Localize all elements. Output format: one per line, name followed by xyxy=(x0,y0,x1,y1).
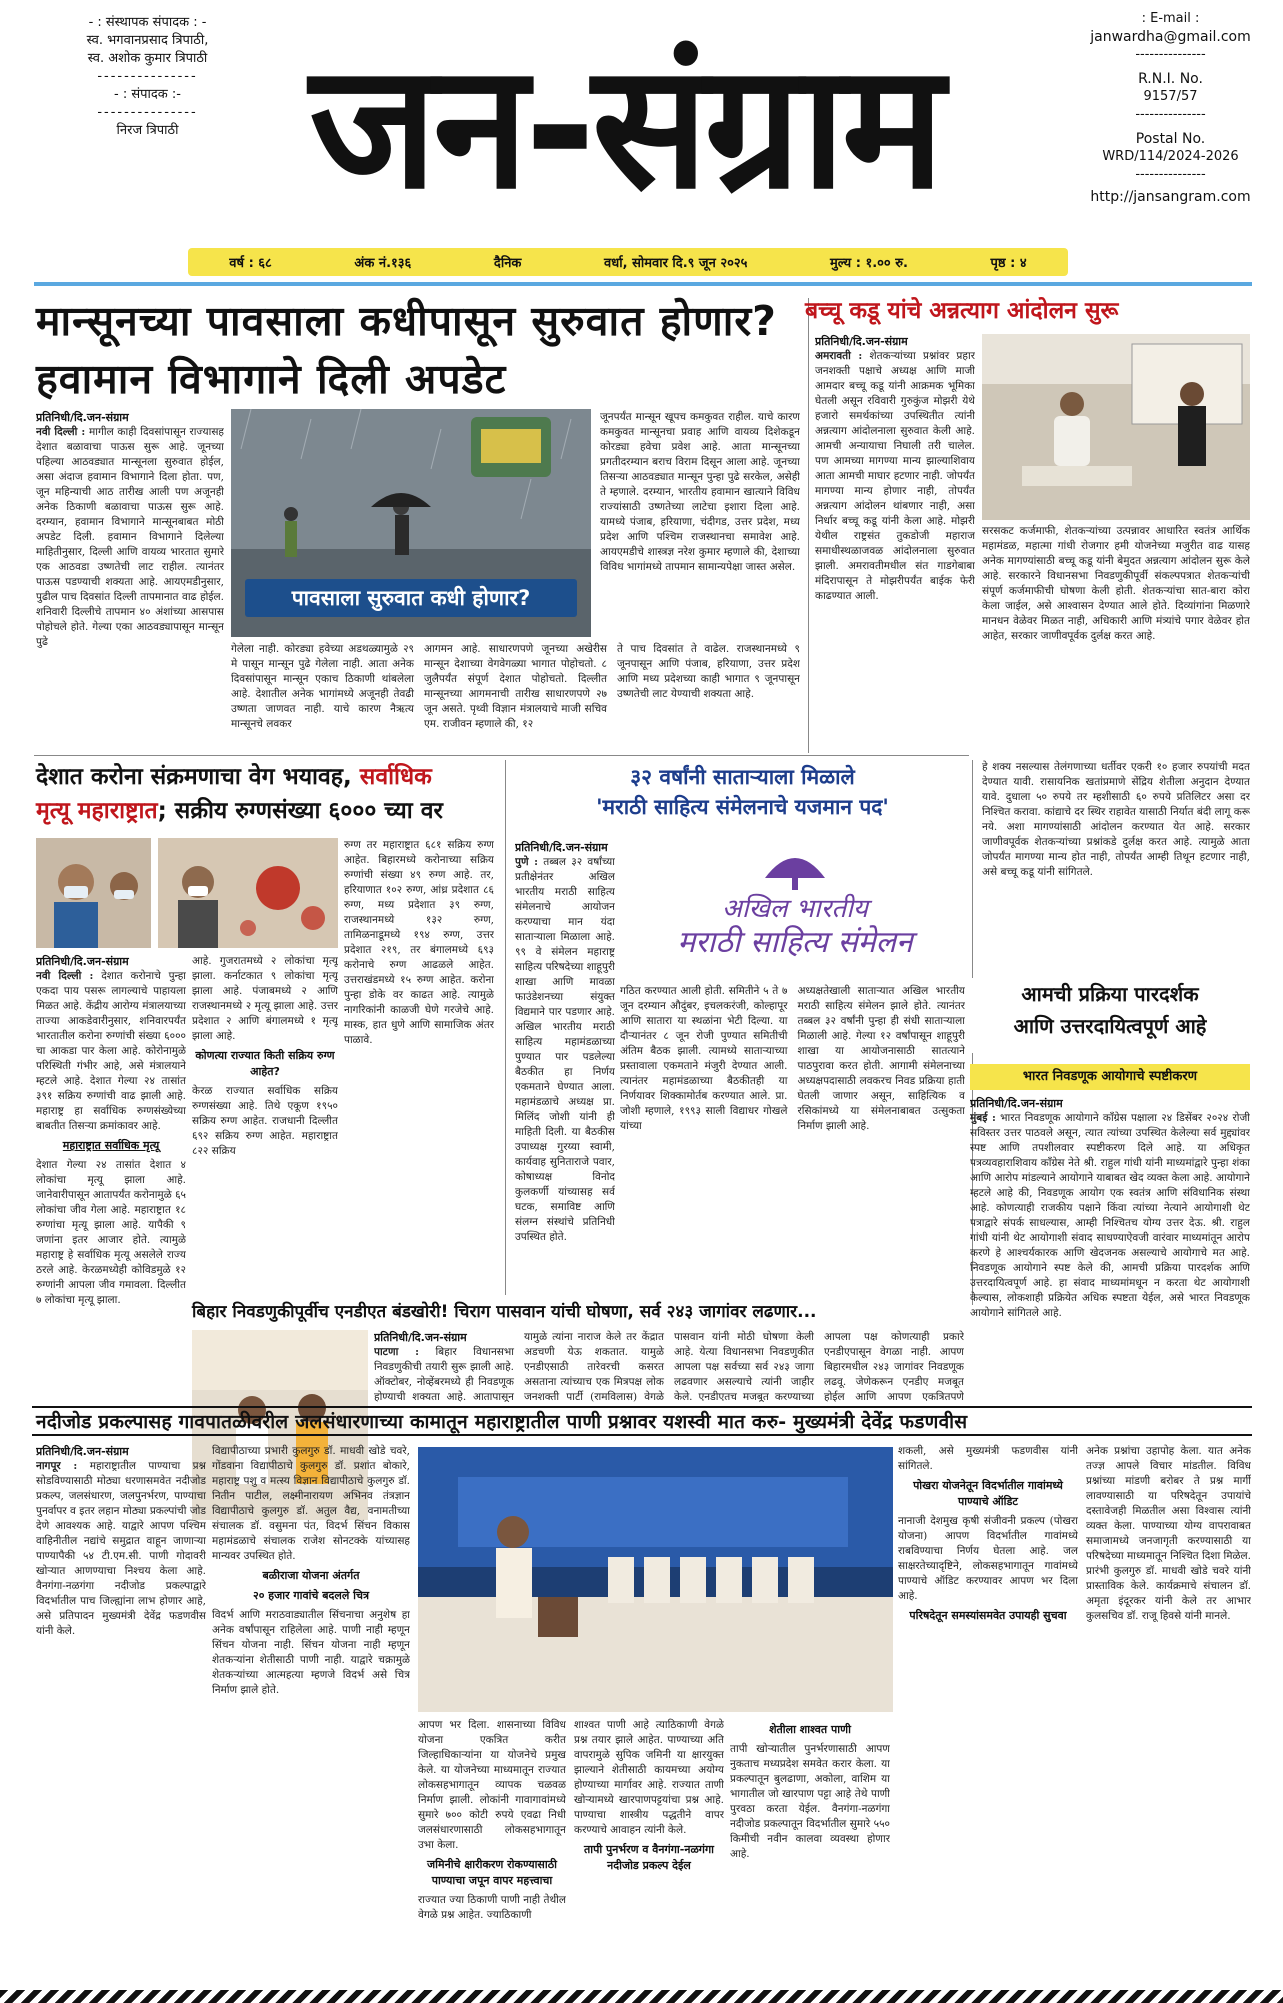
column-rule xyxy=(808,298,809,753)
logo-line-1: अखिल भारतीय xyxy=(721,894,869,924)
subheading: कोणत्या राज्यात किती सक्रिय रुग्ण आहेत? xyxy=(195,1049,335,1078)
website-link[interactable]: http://jansangram.com xyxy=(1090,189,1251,205)
article-text: आगमन आहे. साधारणपणे जूनच्या अखेरीस मान्सून देशाच्या वेगवेगळ्या भागात पोहोचतो. ८ जुलैपर्यंत संपूर्ण देशात पोहोचतो. दिल्लीत मान्सूनच्या आगमनाची तारीख साधारणपणे २७ जून असते. पृथ्वी विज्ञान मंत्रालयाचे माजी सचिव एम. राजीवन म्हणाले की, १२ xyxy=(424,643,607,730)
story-sahitya-headline xyxy=(515,762,970,822)
issue-date: वर्धा, सोमवार दि.९ जून २०२५ xyxy=(604,256,748,271)
editor-label: - : संपादक :- xyxy=(114,87,181,102)
article-text: शाश्वत पाणी आहे त्याठिकाणी वेगळे प्रश्न तयार झाले आहेत. पाण्याच्या अति वापरामुळे सुपिक जमिनी या क्षारयुक्त झाल्याने शेतीसाठी कायमच्या अयोग्य होण्याच्या मार्गावर आहे. राज्यात ताणी खोऱ्यामध्ये खारपाणपट्टयांचा प्रश्न आहे. पाण्याचा शास्त्रीय पद्धतीने वापर करण्याचे आवाहन त्यांनी केले. xyxy=(574,1719,724,1836)
price: मुल्य : १.०० रु. xyxy=(829,256,908,271)
headline-line-1: आमची प्रक्रिया पारदर्शक xyxy=(1021,982,1199,1006)
headline-highlight: मृत्यू महाराष्ट्रात xyxy=(36,798,158,824)
subheading: जमिनीचे क्षारीकरण रोकण्यासाठी पाण्याचा जपून वापर महत्त्वाचा xyxy=(427,1858,557,1887)
divider-dashes-2: --------------- xyxy=(97,105,198,120)
divider-dashes-5: --------------- xyxy=(1135,167,1206,182)
story-water-col7 xyxy=(1086,1444,1251,1984)
story-water-col6 xyxy=(898,1444,1078,1984)
masked-people-photo xyxy=(36,838,151,948)
article-text: तापी खोऱ्यातील पुनर्भरणासाठी आपण नुकताच मध्यप्रदेश समवेत करार केला. या प्रकल्पातून बुलढाणा, अकोला, वाशिम या भागातील जो खारपाण पट्टा आहे तेथे पाणी पुरवठा करता येईल. वैनगंगा-नळगंगा नदीजोड प्रकल्पातून विदर्भातील सुमारे ५५० किमीची नवीन कालवा व्यवस्था होणार आहे. xyxy=(730,1743,890,1860)
email-address[interactable]: janwardha@gmail.com xyxy=(1090,29,1251,45)
article-text: मागील काही दिवसांपासून राज्यासह देशात बळावाचा पाऊस सुरू आहे. जूनच्या पहिल्या आठवड्यात मान्सूनला सुरुवात होईल, असा अंदाज हवामान विभागाने दिला होता. पण, जून महिन्याची आठ तारीख आली पण अजूनही अनेक ठिकाणी बळावाचा पाऊस सुरू आहे. दरम्यान, हवामान विभागाने मान्सूनबाबत मोठी अपडेट दिली. हवामान विभागाने दिलेल्या माहितीनुसार, दिल्ली आणि वायव्य भारतात सुमारे एक आठवडा उष्णतेची लाट राहील. त्यानंतर पाऊस पडण्याची शक्यता आहे. आयएमडीनुसार, पुढील पाच दिवसांत दिल्ली तापमानात वाढ होईल. शनिवारी दिल्लीचे तापमान ४० अंशांच्या आसपास पोहोचले होते. गेल्या एका आठवड्यापासून मान्सून पुढे xyxy=(36,426,224,648)
story-bacchu-kadu-col1 xyxy=(815,334,975,754)
masthead xyxy=(0,0,1283,250)
article-text: आपण भर दिला. शासनाच्या विविध योजना एकत्रित करीत जिल्हाधिकाऱ्यांना या योजनेचे प्रमुख केले. या योजनेच्या माध्यमातून राज्यात लोकसहभागातून व्यापक चळवळ निर्माण झाली. लोकांनी गावागावांमध्ये सुमारे ७०० कोटी रुपये एवढा निधी जलसंधारणासाठी लोकसहभागातून उभा केला. xyxy=(418,1719,566,1851)
article-text: जूनपर्यंत मान्सून खूपच कमकुवत राहील. याचे कारण कमकुवत मान्सूनचा प्रवाह आणि वायव्य दिशेकडून कोरड्या हवेचा प्रवेश आहे. आता मान्सूनच्या प्रगतीदरम्यान बराच विराम दिसून आला आहे. जूनच्या तिसऱ्या आठवड्यात मान्सून पुन्हा पुढे सरकेल, असेही ते म्हणाले. दरम्यान, भारतीय हवामान खात्याने विविध राज्यांसाठी उष्णतेच्या लाटेचा इशारा दिला आहे. यामध्ये पंजाब, हरियाणा, चंदीगड, उत्तर प्रदेश, मध्य प्रदेश आणि पश्चिम राजस्थानचा समावेश आहे. आयएमडीचे शास्त्रज्ञ नरेश कुमार म्हणाले की, देशाच्या विविध भागांमध्ये तापमान सामान्यपेक्षा जास्त असेल. xyxy=(600,411,800,573)
headline-line-2: 'मराठी साहित्य संमेलनाचे यजमान पद' xyxy=(596,795,889,819)
section-rule xyxy=(34,755,969,756)
volume-year: वर्ष : ६८ xyxy=(229,256,272,271)
story-water-col2 xyxy=(212,1444,410,1984)
story-bacchu-kadu-col3 xyxy=(982,760,1250,970)
subheading: महाराष्ट्रात सर्वाधिक मृत्यू xyxy=(62,1139,160,1152)
founder-2: स्व. अशोक कुमार त्रिपाठी xyxy=(87,51,208,66)
divider-dashes-4: --------------- xyxy=(1135,107,1206,122)
story-ec-body xyxy=(970,1096,1250,1400)
story-bacchu-kadu-col2 xyxy=(982,524,1250,754)
dateline-place: नवी दिल्ली : xyxy=(36,426,86,438)
subheading: पोखरा योजनेतून विदर्भातील गावांमध्ये पाण्याचे ऑडिट xyxy=(913,1479,1063,1508)
story-corona-col2 xyxy=(192,954,338,1294)
headline-part: देशात करोना संक्रमणाचा वेग भयावह, xyxy=(36,764,360,790)
masked-people-illustration xyxy=(36,838,151,948)
editor-name: निरज त्रिपाठी xyxy=(116,123,179,138)
rni-number: 9157/57 xyxy=(1143,89,1198,104)
headline-part: ; सक्रीय रुग्णसंख्या ६००० च्या वर xyxy=(157,798,443,824)
article-text: देशात गेल्या २४ तासांत देशात ४ लोकांचा मृत्यू झाला आहे. जानेवारीपासून आतापर्यंत करोनामुळे ६५ लोकांचा जीव गेला आहे. महाराष्ट्रात १८ रुग्णांचा मृत्यू झाला आहे. यापैकी ९ जणांना इतर आजार होते. त्यामुळे महाराष्ट्र हे सर्वाधिक मृत्यू असलेले राज्य ठरले आहे. केरळमध्येही कोविडमुळे १२ रुग्णांनी आपला जीव गमावला. दिल्लीत ७ लोकांचा मृत्यू झाला. xyxy=(36,1159,186,1306)
column-rule xyxy=(505,760,506,1295)
masthead-rule xyxy=(34,282,1252,286)
story-water-col3 xyxy=(418,1718,566,1984)
postal-number: WRD/114/2024-2026 xyxy=(1102,149,1239,164)
story-monsoon-col1 xyxy=(36,410,224,750)
founder-1: स्व. भगवानप्रसाद त्रिपाठी, xyxy=(86,33,209,48)
story-sahitya-lower-cols xyxy=(620,984,965,1294)
monsoon-rain-photo xyxy=(231,409,591,637)
story-ec-headline xyxy=(970,978,1250,1042)
article-text: भारत निवडणूक आयोगाने काँग्रेस पक्षाला २४ डिसेंबर २०२४ रोजी सविस्तर उत्तर पाठवले असून, त्यात त्यांच्या उपस्थित केलेल्या सर्व मुद्द्यांवर स्पष्ट आणि तपशीलवार स्पष्टीकरण दिले आहे. या अधिकृत पत्रव्यवहाराशिवाय काँग्रेस नेते श्री. राहुल गांधी यांनी माध्यमांद्वारे पुन्हा शंका आणि आरोप मांडल्याने आयोगाने याबाबत खेद व्यक्त केला आहे. आयोगाने म्हटले आहे की, निवडणूक आयोग एक स्वतंत्र आणि संविधानिक संस्था आहे. कोणत्याही राजकीय पक्षाने किंवा त्यांच्या नेत्याने आयोगाशी थेट पत्राद्वारे संपर्क साधल्यास, आम्ही निश्चितच योग्य उत्तर देऊ. श्री. राहुल गांधी यांनी थेट आयोगाशी संवाद साधण्याऐवजी वारंवार माध्यमांतून आरोप करणे हे आश्चर्यकारक आणि खेदजनक असल्याचे आयोगाचे मत आहे. निवडणूक आयोगाने स्पष्ट केले की, आमची प्रक्रिया पारदर्शक आणि उत्तरदायित्वपूर्ण आहे. हा संवाद माध्यमांमधून न करता थेट आयोगाशी केल्यास, लोकशाही प्रक्रियेत अधिक स्पष्टता येईल, असे भारत निवडणूक आयोगाने सांगितले आहे. xyxy=(970,1112,1250,1319)
story-ec-subhead: भारत निवडणूक आयोगाचे स्पष्टीकरण xyxy=(970,1064,1250,1090)
dateline-place: पुणे : xyxy=(515,856,538,868)
story-sahitya-col1 xyxy=(515,840,615,1300)
photo-caption-banner: पावसाला सुरुवात कधी होणार? xyxy=(245,579,577,617)
subheading: शेतीला शाश्वत पाणी xyxy=(769,1723,851,1736)
subheading: परिषदेतून समस्यांसमवेत उपायही सुचवा xyxy=(909,1609,1067,1622)
article-text: राज्यात ज्या ठिकाणी पाणी नाही तेथील वेगळे प्रश्न आहेत. ज्याठिकाणी xyxy=(418,1894,566,1921)
article-text: आपला पक्ष कोणत्याही प्रकारे एनडीएपासून वेगळा नाही. आपण बिहारमधील २४३ जागांवर निवडणूक लढवू. जेणेकरून एनडीए मजबूत होईल आणि आपण एकत्रितपणे xyxy=(824,1331,964,1402)
story-monsoon-lower-cols xyxy=(231,642,800,750)
byline: प्रतिनिधी/दि.जन-संग्राम xyxy=(36,1445,129,1458)
story-corona-headline xyxy=(36,760,506,828)
founders-block xyxy=(40,14,255,140)
story-corona-col3 xyxy=(344,838,494,1294)
story-water-col5 xyxy=(730,1718,890,1984)
dateline-bar xyxy=(188,248,1068,276)
article-text: हे शक्य नसल्यास तेलंगणाच्या धर्तीवर एकरी १० हजार रुपयांची मदत देण्यात यावी. रासायनिक खतांप्रमाणे सेंद्रिय शेतीला अनुदान देण्यात यावे. दुधाला ५० रुपये तर म्हशीसाठी ६० रुपये प्रतिलिटर असा दर निश्चित करावा. कांद्याचे दर स्थिर राहावेत यासाठी निर्यात बंदी लागू करू नये. अशा मागण्यांसाठी आंदोलन करण्यात येत आहे. सरकार जाणीवपूर्वक शेतकऱ्यांच्या प्रश्नांकडे दुर्लक्ष करत आहे. त्यामुळे आता जोपर्यंत मागण्या मान्य होत नाही, तोपर्यंत आम्ही तिथून हटणार नाही, असे बच्चू कडू यांनी सांगितले. xyxy=(982,761,1250,878)
subheading: २० हजार गावांचे बदलले चित्र xyxy=(252,1589,370,1602)
headline-line-2: आणि उत्तरदायित्वपूर्ण आहे xyxy=(1013,1014,1207,1038)
fadnavis-stage-photo xyxy=(418,1447,893,1712)
headline-line-1: ३२ वर्षांनी साताऱ्याला मिळाले xyxy=(630,765,855,789)
divider-dashes-3: --------------- xyxy=(1135,47,1206,62)
protest-photo xyxy=(982,334,1250,520)
logo-line-2: मराठी साहित्य संमेलन xyxy=(677,925,913,960)
dateline-place: मुंबई : xyxy=(970,1112,996,1124)
story-election-commission-headline-box xyxy=(970,978,1250,1053)
byline: प्रतिनिधी/दि.जन-संग्राम xyxy=(515,841,608,854)
dateline-place: पाटणा : xyxy=(374,1346,419,1358)
story-bacchu-kadu-headline: बच्चू कडू यांचे अन्नत्याग आंदोलन सुरू xyxy=(805,298,1119,324)
article-text: पासवान यांनी मोठी घोषणा केली आहे. येत्या विधानसभा निवडणुकीत आपला पक्ष सर्वच्या सर्व २४३ जागा लढवणार असल्याचे त्यांनी जाहीर केले. एनडीएतच मजबूत करण्याच्या xyxy=(674,1331,814,1402)
article-text: देशात करोनाचे पुन्हा एकदा पाय पसरू लागल्याचे पाहायला मिळत आहे. केंद्रीय आरोग्य मंत्रालयाच्या ताज्या आकडेवारीनुसार, शनिवारपर्यंत भारतातील करोना रुग्णांची संख्या ६००० चा आकडा पार केला आहे. कोरोनामुळे परिस्थिती गंभीर आहे, असे मंत्रालयाने म्हटले आहे. देशात गेल्या २४ तासांत ३९१ सक्रिय रुग्णांची वाढ झाली आहे. महाराष्ट्र हा सर्वाधिक रुग्णसंख्येच्या बाबतीत तिसऱ्या क्रमांकावर आहे. xyxy=(36,970,186,1132)
virus-illustration xyxy=(158,838,338,948)
article-text: सरसकट कर्जमाफी, शेतकऱ्यांच्या उत्पन्नावर आधारित स्वतंत्र आर्थिक महामंडळ, महात्मा गांधी रोजगार हमी योजनेच्या मजुरीत वाढ यासह अनेक मागण्यांसाठी बच्चू कडू यांनी बेमुदत अन्नत्याग आंदोलन सुरू केले आहे. सरकारने विधानसभा निवडणुकीपूर्वी संकल्पपत्रात शेतकऱ्यांची संपूर्ण कर्जमाफीची घोषणा केली होती. शेतकऱ्यांचा सात-बारा कोरा केला जाईल, असे आश्वासन देण्यात आले होते. दिव्यांगांना मिळणारे मानधन वेळेवर मिळत नाही, अधिकारी आणि मंत्र्यांचे पगार वेळेवर होत आहेत, सरकार जाणीवपूर्वक दुर्लक्ष करत आहे. xyxy=(982,525,1250,642)
headline-highlight: सर्वाधिक xyxy=(359,764,432,790)
dateline-place: नागपूर : xyxy=(36,1460,78,1472)
byline: प्रतिनिधी/दि.जन-संग्राम xyxy=(815,335,908,348)
article-text: अनेक प्रश्नांचा उहापोह केला. यात अनेक तज्ज्ञ आपले विचार मांडतील. विविध प्रश्नांच्या मांडणी बरोबर ते प्रश्न मार्गी लावण्यासाठी या परिषदेतून उपायांचे दस्तावेजही मिळतील असा विश्वास त्यांनी व्यक्त केला. पाण्याच्या योग्य वापरावाबत समाजामध्ये जनजागृती करण्यासाठी या परिषदेच्या माध्यमातून निश्चित दिशा मिळेल. प्रारंभी कुलगुरु डॉ. माधवी खोडे चवरे यांनी प्रास्ताविक केले. कार्यक्रमाचे संचालन डॉ. अमृता इंदूरकर यांनी केले तर आभार कुलसचिव डॉ. राजू हिवसे यांनी मानले. xyxy=(1086,1445,1251,1622)
divider-dashes: --------------- xyxy=(97,69,198,84)
story-water-col1 xyxy=(36,1444,206,1984)
frequency: दैनिक xyxy=(493,256,522,271)
byline: प्रतिनिधी/दि.जन-संग्राम xyxy=(36,955,129,968)
masked-people-virus-photo xyxy=(158,838,338,948)
dateline-place: अमरावती : xyxy=(815,350,863,362)
story-corona-col1 xyxy=(36,954,186,1404)
article-text: तब्बल ३२ वर्षांच्या प्रतीक्षेनंतर अखिल भारतीय मराठी साहित्य संमेलनाचे आयोजन करण्याचा मान यंदा साताऱ्याला मिळाला आहे. ९९ वे संमेलन महाराष्ट्र साहित्य परिषदेच्या शाहूपुरी शाखा आणि मावळा फाउंडेशनच्या संयुक्त विद्यमाने पार पडणार आहे. अखिल भारतीय मराठी साहित्य महामंडळाच्या पुण्यात पार पडलेल्या बैठकीत हा निर्णय एकमताने घेण्यात आला. महामंडळाचे अध्यक्ष प्रा. मिलिंद जोशी यांनी ही माहिती दिली. या बैठकीस उपाध्यक्ष गुरय्या स्वामी, कार्यवाह सुनिताराजे पवार, कोषाध्यक्ष विनोद कुलकर्णी यांच्यासह सर्व घटक, समाविष्ट आणि संलग्न संस्थांचे प्रतिनिधी उपस्थित होते. xyxy=(515,856,615,1243)
article-text: विद्यापीठाच्या प्रभारी कुलगुरु डॉ. माधवी खोडे चवरे, गोंडवाना विद्यापीठाचे कुलगुरु डॉ. प्रशांत बोकारे, महाराष्ट्र पशु व मत्स्य विज्ञान विद्यापीठाचे कुलगुरु डॉ. नितीन पाटील, लक्ष्मीनारायण अभिनव तंत्रज्ञान विद्यापीठाचे कुलगुरु डॉ. अतुल वैद्य, वनामतीच्या संचालक डॉ. वसुमना पंत, विदर्भ सिंचन विकास महामंडळाचे संचालक राजेश सोनटक्के यांच्यासह मान्यवर उपस्थित होते. xyxy=(212,1445,410,1562)
article-text: बिहार विधानसभा निवडणुकीची तयारी सुरू झाली आहे. ऑक्टोबर, नोव्हेंबरमध्ये ही निवडणूक होण्याची शक्यता आहे. आतापासून xyxy=(374,1346,514,1402)
sahitya-sammelan-logo xyxy=(620,840,970,980)
article-text: केरळ राज्यात सर्वाधिक सक्रिय रुग्णसंख्या आहे. तिथे एकूण १९५० सक्रिय रुग्ण आहेत. राजधानी दिल्लीत ६९२ सक्रिय रुग्ण आहेत. महाराष्ट्रात ८२२ सक्रिय xyxy=(192,1085,338,1157)
article-text: अध्यक्षतेखाली साताऱ्यात अखिल भारतीय मराठी साहित्य संमेलन झाले होते. त्यानंतर तब्बल ३२ वर्षांनी पुन्हा ही संधी साताऱ्याला मिळाली आहे. गेल्या १२ वर्षांपासून शाहूपुरी शाखा या आयोजनासाठी सातत्याने पाठपुरावा करत होती. आगामी संमेलनाच्या अध्यक्षपदासाठी लवकरच निवड प्रक्रिया हाती घेतली जाणार असून, साहित्यिक व रसिकांमध्ये या संमेलनाबाबत उत्सुकता निर्माण झाली आहे. xyxy=(797,985,965,1132)
page-number: पृष्ठ : ४ xyxy=(990,256,1027,271)
founder-label: - : संस्थापक संपादक : - xyxy=(88,15,207,30)
article-text: गठित करण्यात आली होती. समितीने ५ ते ७ जून दरम्यान औदुंबर, इचलकरंजी, कोल्हापूर आणि सातारा या स्थळांना भेटी दिल्या. या दौऱ्यानंतर ८ जून रोजी पुण्यात समितीची अंतिम बैठक झाली. त्यामध्ये साताऱ्याच्या प्रस्तावाला एकमताने मंजुरी देण्यात आली. त्यानंतर महामंडळाच्या बैठकीतही या निर्णयावर शिक्कामोर्तब करण्यात आले. प्रा. जोशी म्हणाले, १९९३ साली विद्याधर गोखले यांच्या xyxy=(620,985,788,1132)
story-monsoon-headline: मान्सूनच्या पावसाला कधीपासून सुरुवात होणार? हवामान विभागाने दिली अपडेट xyxy=(36,297,777,403)
rni-label: R.N.I. No. xyxy=(1138,71,1203,87)
newspaper-title: जन-संग्राम xyxy=(309,26,941,227)
article-text: आहे. गुजरातमध्ये २ लोकांचा मृत्यू झाला. कर्नाटकात ९ लोकांचा मृत्यू झाला आहे. पंजाबमध्ये २ आणि राजस्थानमध्ये २ मृत्यू झाला आहे. उत्तर प्रदेशात २ आणि बंगालमध्ये १ मृत्यू झाला आहे. xyxy=(192,955,338,1042)
article-text: यामुळे त्यांना नाराज केले तर केंद्रात अडचणी येऊ शकतात. यामुळे एनडीएसाठी तारेवरची कसरत असताना त्यांच्याच एक मित्रपक्ष लोक जनशक्ती पार्टी (रामविलास) वेगळे xyxy=(524,1331,664,1402)
byline: प्रतिनिधी/दि.जन-संग्राम xyxy=(374,1331,467,1344)
article-text: नानाजी देशमुख कृषी संजीवनी प्रकल्प (पोखरा योजना) आपण विदर्भातील गावांमध्ये राबविण्याचा निर्णय घेतला आहे. जल साक्षरतेच्यादृष्टिने, लोकसहभागातून गावांमध्ये पाण्याचे ऑडिट करण्यावर आपण भर दिला आहे. xyxy=(898,1515,1078,1602)
dateline-place: नवी दिल्ली : xyxy=(36,970,94,982)
byline: प्रतिनिधी/दि.जन-संग्राम xyxy=(970,1097,1063,1110)
email-label: : E-mail : xyxy=(1141,11,1200,26)
stage-illustration xyxy=(418,1447,893,1712)
article-text: विदर्भ आणि मराठवाड्यातील सिंचनाचा अनुशेष हा अनेक वर्षांपासून राहिलेला आहे. पाणी नाही म्हणून सिंचन योजना नाही. सिंचन योजना नाही म्हणून शेतकऱ्यांना शेतीसाठी पाणी नाही. याद्वारे चक्रामुळे शेतकऱ्यांच्या आत्महत्या म्हणजे विदर्भ असे चित्र निर्माण झाले होते. xyxy=(212,1609,410,1696)
article-text: महाराष्ट्रातील पाण्याचा प्रश्न सोडविण्यासाठी मोठ्या धरणासमवेत नदीजोड प्रकल्प, जलसंधारण, जलपुनर्भरण, पाण्याचा पुनर्वापर व इतर लहान मोठ्या प्रकल्पांची जोड देणे आवश्यक आहे. याद्वारे आपण पश्चिम वाहिनीतील नद्यांचे समुद्रात वाहून जाणाऱ्या पाण्यापैकी ५४ टी.एम.सी. पाणी गोदावरी खोऱ्यात आणण्याचा निश्चय केला आहे. वैनगंगा-नळगंगा नदीजोड प्रकल्पाद्वारे विदर्भातील पाच जिल्ह्यांना लाभ होणार आहे, असे प्रतिपादन मुख्यमंत्री देवेंद्र फडणवीस यांनी केले. xyxy=(36,1460,206,1637)
postal-label: Postal No. xyxy=(1135,131,1206,147)
issue-number: अंक नं.१३६ xyxy=(354,256,412,271)
story-bihar-headline: बिहार निवडणुकीपूर्वीच एनडीएत बंडखोरी! चिराग पासवान यांची घोषणा, सर्व २४३ जागांवर लढणार... xyxy=(192,1300,962,1324)
story-water-headline: नदीजोड प्रकल्पासह गावपातळीवरील जलसंधारणाच्या कामातून महाराष्ट्रातील पाणी प्रश्नावर यशस्वी मात करु- मुख्यमंत्री देवेंद्र फडणवीस xyxy=(36,1411,968,1433)
story-water-col4 xyxy=(574,1718,724,1984)
article-text: शकली, असे मुख्यमंत्री फडणवीस यांनी सांगितले. xyxy=(898,1445,1078,1472)
article-text: शेतकऱ्यांच्या प्रश्नांवर प्रहार जनशक्ती पक्षाचे अध्यक्ष आणि माजी आमदार बच्चू कडू यांनी आक्रमक भूमिका घेतली असून रविवारी गुरुकुंज मोझरी येथे हजारो समर्थकांच्या उपस्थितीत त्यांनी अन्नत्याग आंदोलनाला सुरुवात केली आहे. आमची अन्यायाचा निघाली तरी चालेल. पण आमच्या मागण्या मान्य झाल्याशिवाय आता आमची माघार हटणार नाही. जोपर्यंत मागण्या मान्य होणार नाही, तोपर्यंत अन्नत्याग आंदोलन थांबणार नाही, असा निर्धार बच्चू कडू यांनी केला आहे. मोझरी येथील राष्ट्रसंत तुकडोजी महाराज समाधीस्थळाजवळ आंदोलनाला सुरुवात झाली. अमरावतीमधील संत गाडगेबाबा मंदिरापासून ते मोझरीपर्यंत बाईक फेरी काढण्यात आली. xyxy=(815,350,975,602)
article-text: गेलेला नाही. कोरड्या हवेच्या अडथळ्यामुळे २९ मे पासून मान्सून पुढे गेलेला नाही. आता अनेक दिवसांपासून मान्सून एकाच ठिकाणी थांबलेला आहे. देशातील अनेक भागांमध्ये अजूनही तेवढी उष्णता जाणवत नाही. याचे कारण नैऋत्य मान्सूनचे लवकर xyxy=(231,643,414,730)
article-text: रुग्ण तर महाराष्ट्रात ६८१ सक्रिय रुग्ण आहेत. बिहारमध्ये करोनाच्या सक्रिय रुग्णांची संख्या ४९ रुग्ण आहे. तर, हरियाणात १०२ रुग्ण, आंध्र प्रदेशात ८६ रुग्ण, मध्य प्रदेशात ३९ रुग्ण, राजस्थानमध्ये १३२ रुग्ण, तामिळनाडूमध्ये १९४ रुग्ण, उत्तर प्रदेशात २१९, तर बंगालमध्ये ६९३ करोनाचे रुग्ण आढळले आहेत. उत्तराखंडमध्ये १५ रुग्ण आहेत. करोना पुन्हा डोके वर काढत आहे. त्यामुळे नागरिकांनी काळजी घेणे गरजेचे आहे. मास्क, हात धुणे आणि सामाजिक अंतर पाळावे. xyxy=(344,839,494,1046)
story-bihar-cols xyxy=(374,1330,964,1402)
page-footer-stripe xyxy=(0,1990,1283,2003)
subheading: बळीराजा योजना अंतर्गत xyxy=(262,1569,360,1582)
protest-illustration xyxy=(982,334,1250,520)
contact-block xyxy=(1088,10,1253,206)
logo-text xyxy=(620,892,970,960)
article-text: ते पाच दिवसांत ते वाढेल. राजस्थानमध्ये ९ जूनपासून आणि पंजाब, हरियाणा, उत्तर प्रदेश आणि मध्य प्रदेशच्या काही भागात ९ जूनपासून उष्णतेची लाट येण्याची शक्यता आहे. xyxy=(617,643,800,700)
byline: प्रतिनिधी/दि.जन-संग्राम xyxy=(36,411,129,424)
subheading: तापी पुनर्भरण व वैनगंगा-नळगंगा नदीजोड प्रकल्प देईल xyxy=(583,1843,715,1872)
